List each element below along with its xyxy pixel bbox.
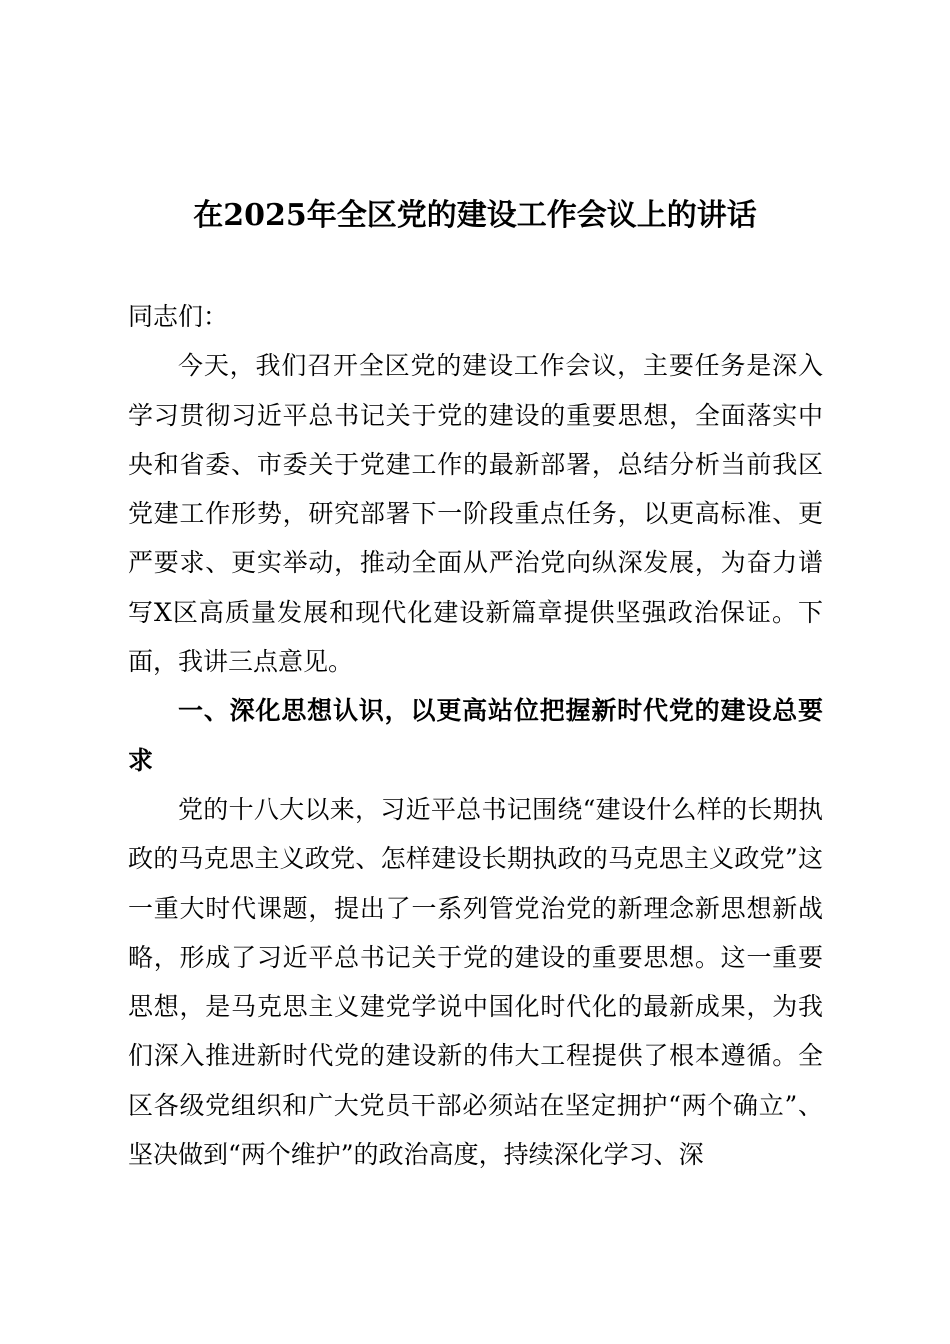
section-1-paragraph: 党的十八大以来，习近平总书记围绕“建设什么样的长期执政的马克思主义政党、怎样建设长期执政的马克思主义政党”这一重大时代课题，提出了一系列管党治党的新理念新思想新战略，形成了习近平总书记关于党的建设的重要思想。这一重要思想，是马克思主义建党学说中国化时代化的最新成果，为我们深入推进新时代党的建设新的伟大工程提供了根本遵循。全区各级党组织和广大党员干部必须站在坚定拥护“两个确立”、坚决做到“两个维护”的政治高度，持续深化学习、深 bbox=[128, 794, 823, 1170]
section-heading-1: 一、深化思想认识，以更高站位把握新时代党的建设总要求 bbox=[128, 696, 823, 775]
document-title: 在2025年全区党的建设工作会议上的讲话 bbox=[193, 198, 757, 233]
document-body bbox=[128, 292, 823, 1179]
intro-paragraph: 今天，我们召开全区党的建设工作会议，主要任务是深入学习贯彻习近平总书记关于党的建设的重要思想，全面落实中央和省委、市委关于党建工作的最新部署，总结分析当前我区党建工作形势，研究部署下一阶段重点任务，以更高标准、更严要求、更实举动，推动全面从严治党向纵深发展，为奋力谱写X区高质量发展和现代化建设新篇章提供坚强政治保证。下面，我讲三点意见。 bbox=[128, 351, 823, 677]
salutation: 同志们： bbox=[128, 302, 229, 331]
